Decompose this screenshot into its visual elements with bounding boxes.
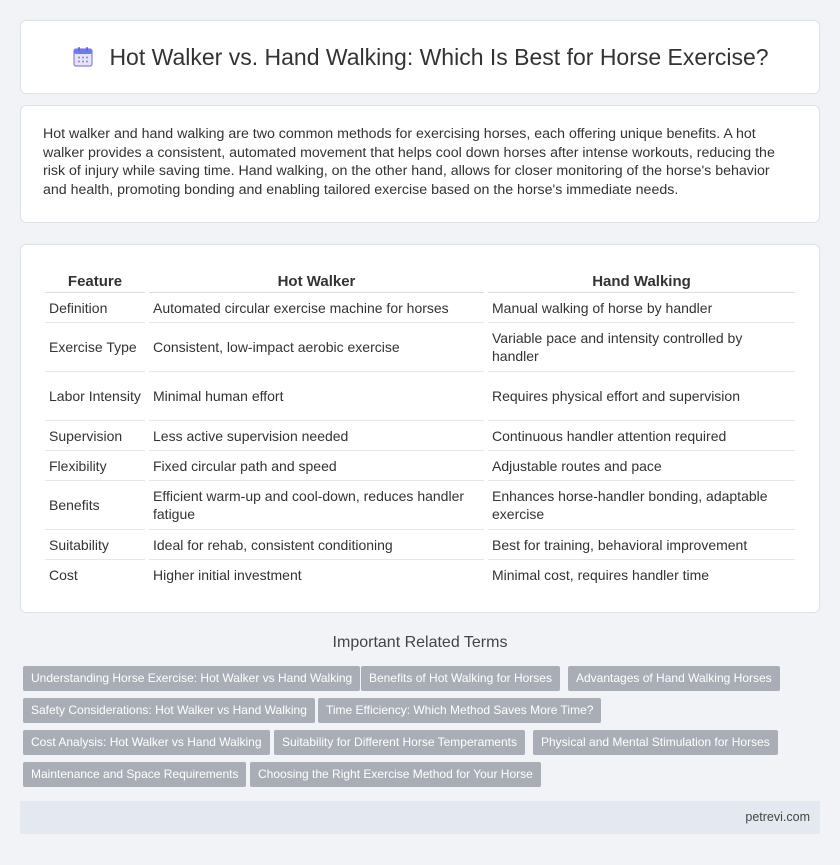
table-row: [45, 372, 795, 421]
hot-walker-cell: Minimal human effort: [149, 372, 484, 421]
comparison-table-card: [20, 244, 820, 613]
table-header-row: [45, 265, 795, 293]
header-card: [20, 20, 820, 94]
feature-cell: Labor Intensity: [45, 372, 145, 421]
intro-card: [20, 105, 820, 223]
related-tag[interactable]: Safety Considerations: Hot Walker vs Hand Walking: [23, 698, 315, 723]
hot-walker-cell: Consistent, low-impact aerobic exercise: [149, 323, 484, 372]
table-row: [45, 481, 795, 530]
hot-walker-cell: Less active supervision needed: [149, 421, 484, 451]
hot-walker-cell: Efficient warm-up and cool-down, reduces handler fatigue: [149, 481, 484, 530]
related-tag[interactable]: Physical and Mental Stimulation for Horses: [533, 730, 778, 755]
hot-walker-cell: Automated circular exercise machine for horses: [149, 293, 484, 323]
comparison-table: [41, 265, 799, 590]
feature-cell: Supervision: [45, 421, 145, 451]
hot-walker-cell: Ideal for rehab, consistent conditioning: [149, 530, 484, 560]
table-row: [45, 560, 795, 590]
footer: [20, 801, 820, 834]
calendar-icon: [71, 45, 95, 69]
hand-walking-cell: Best for training, behavioral improvement: [488, 530, 795, 560]
table-row: [45, 421, 795, 451]
related-tag[interactable]: Choosing the Right Exercise Method for Your Horse: [250, 762, 541, 787]
table-row: [45, 323, 795, 372]
hand-walking-cell: Continuous handler attention required: [488, 421, 795, 451]
page-title: Hot Walker vs. Hand Walking: Which Is Best for Horse Exercise?: [109, 43, 769, 70]
header-hot-walker: Hot Walker: [149, 265, 484, 293]
feature-cell: Benefits: [45, 481, 145, 530]
hand-walking-cell: Minimal cost, requires handler time: [492, 567, 710, 583]
related-tag[interactable]: Understanding Horse Exercise: Hot Walker vs Hand Walking: [23, 666, 360, 691]
related-tag[interactable]: Suitability for Different Horse Temperaments: [274, 730, 525, 755]
related-tag[interactable]: Cost Analysis: Hot Walker vs Hand Walking: [23, 730, 270, 755]
feature-cell: Cost: [49, 567, 78, 583]
feature-cell: Suitability: [45, 530, 145, 560]
hand-walking-cell: Manual walking of horse by handler: [488, 293, 795, 323]
footer-site[interactable]: petrevi.com: [745, 810, 810, 824]
related-tag[interactable]: Maintenance and Space Requirements: [23, 762, 246, 787]
header-hand-walking: Hand Walking: [488, 265, 795, 293]
table-row: [45, 530, 795, 560]
intro-text: Hot walker and hand walking are two common methods for exercising horses, each offering unique benefits. A hot walker provides a consistent, automated movement that helps cool down horses after intense workouts, reducing the risk of injury while saving time. Hand walking, on the other hand, allows for closer monitoring of the horse's behavior and health, promoting bonding and enabling tailored exercise based on the horse's immediate needs.: [43, 126, 775, 198]
table-row: [45, 293, 795, 323]
hand-walking-cell: Requires physical effort and supervision: [488, 372, 795, 421]
hand-walking-cell: Enhances horse-handler bonding, adaptable exercise: [488, 481, 795, 530]
feature-cell: Definition: [45, 293, 145, 323]
feature-cell: Exercise Type: [45, 323, 145, 372]
header-feature: Feature: [45, 265, 145, 293]
related-tag[interactable]: Benefits of Hot Walking for Horses: [361, 666, 560, 691]
hot-walker-cell: Higher initial investment: [153, 567, 302, 583]
table-row: [45, 451, 795, 481]
related-tag[interactable]: Time Efficiency: Which Method Saves More Time?: [318, 698, 601, 723]
related-tag[interactable]: Advantages of Hand Walking Horses: [568, 666, 780, 691]
related-terms-heading: Important Related Terms: [332, 634, 508, 651]
hot-walker-cell: Fixed circular path and speed: [149, 451, 484, 481]
hand-walking-cell: Adjustable routes and pace: [488, 451, 795, 481]
hand-walking-cell: Variable pace and intensity controlled by handler: [488, 323, 795, 372]
feature-cell: Flexibility: [45, 451, 145, 481]
